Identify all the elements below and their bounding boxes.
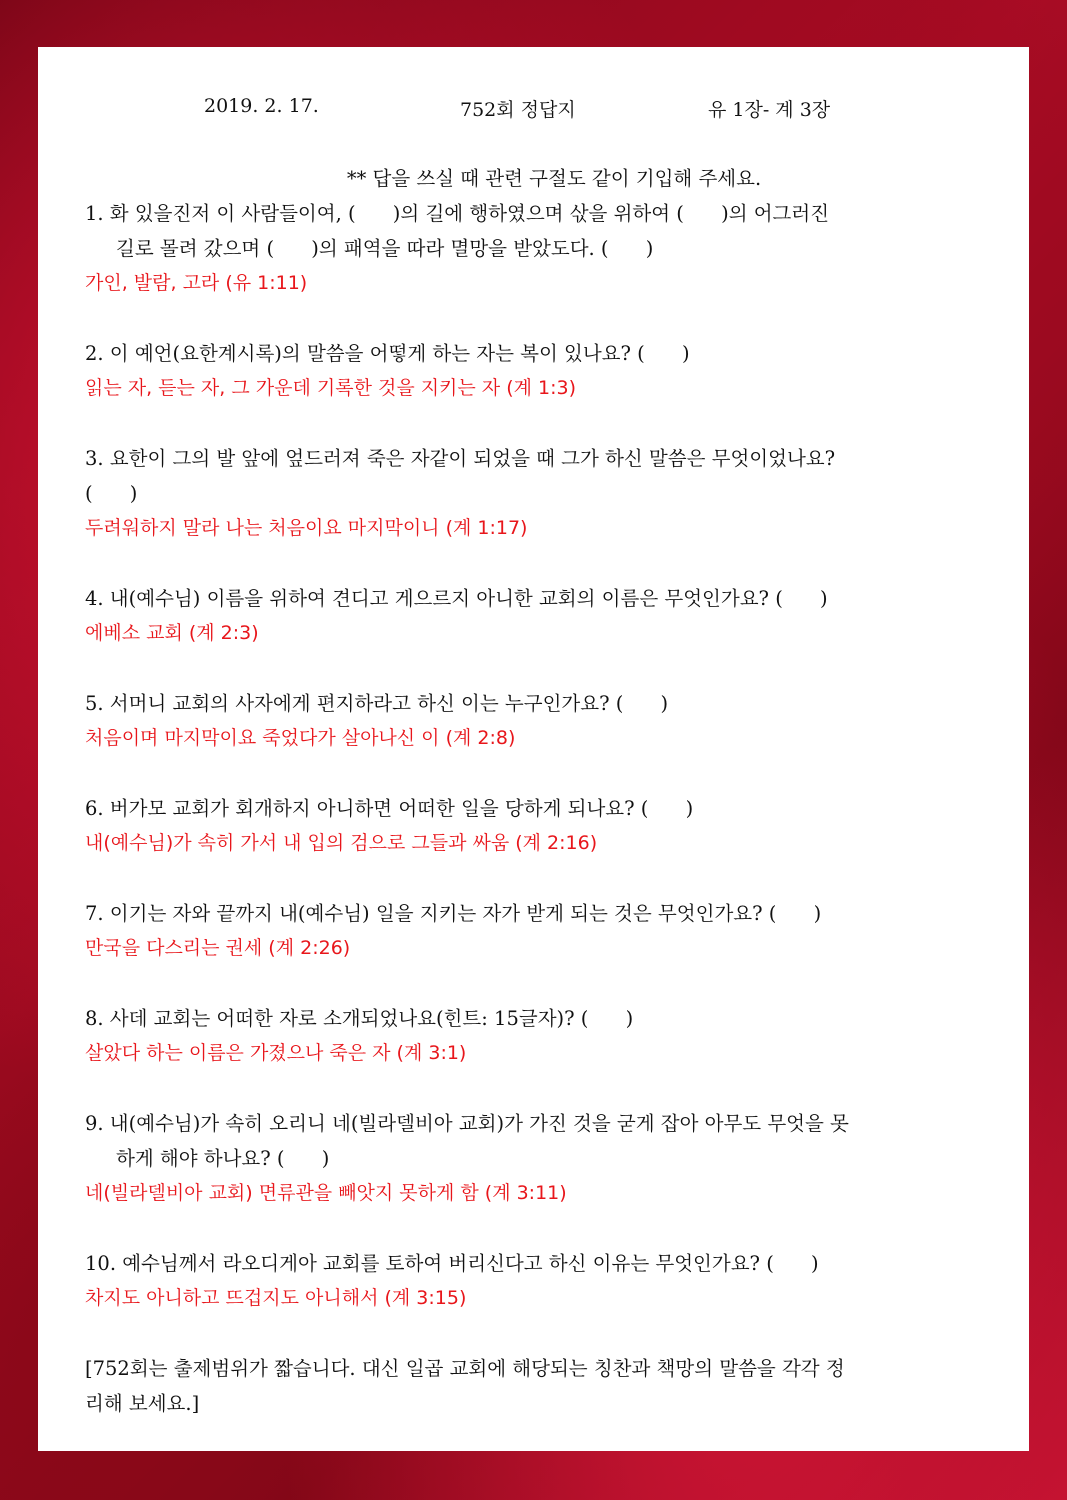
question-block — [85, 896, 983, 966]
question-block — [85, 1001, 983, 1071]
answer-text: 에베소 교회 (계 2:3) — [85, 622, 259, 644]
question-text-cont: ( ) — [85, 482, 138, 505]
question-text: 5. 서머니 교회의 사자에게 편지하라고 하신 이는 누구인가요? ( ) — [85, 692, 669, 715]
footer-note — [85, 1351, 983, 1421]
answer-text: 내(예수님)가 속히 가서 내 입의 검으로 그들과 싸움 (계 2:16) — [85, 832, 598, 854]
answer-text: 만국을 다스리는 권세 (계 2:26) — [85, 937, 351, 959]
answer-text: 가인, 발람, 고라 (유 1:11) — [85, 272, 308, 294]
sheet-header — [38, 95, 1029, 125]
answer-text: 두려워하지 말라 나는 처음이요 마지막이니 (계 1:17) — [85, 517, 528, 539]
question-block — [85, 336, 983, 406]
question-block — [85, 196, 983, 301]
question-text: 10. 예수님께서 라오디게아 교회를 토하여 버리신다고 하신 이유는 무엇인가요? ( ) — [85, 1252, 819, 1275]
question-text: 8. 사데 교회는 어떠한 자로 소개되었나요(힌트: 15글자)? ( ) — [85, 1007, 634, 1030]
question-block — [85, 791, 983, 861]
header-range: 유 1장- 계 3장 — [708, 99, 831, 121]
question-block — [85, 581, 983, 651]
answer-text: 네(빌라델비아 교회) 면류관을 빼앗지 못하게 함 (계 3:11) — [85, 1182, 567, 1204]
footer-line: [752회는 출제범위가 짧습니다. 대신 일곱 교회에 해당되는 칭찬과 책망의 말씀을 각각 정 — [85, 1357, 845, 1380]
question-text-cont: 하게 해야 하나요? ( ) — [116, 1147, 330, 1170]
question-block — [85, 441, 983, 546]
footer-line: 리해 보세요.] — [85, 1392, 200, 1415]
question-text: 1. 화 있을진저 이 사람들이여, ( )의 길에 행하였으며 삯을 위하여 ( )의 어그러진 — [85, 202, 830, 225]
instruction-note: ** 답을 쓰실 때 관련 구절도 같이 기입해 주세요. — [346, 167, 762, 190]
answer-text: 차지도 아니하고 뜨겁지도 아니해서 (계 3:15) — [85, 1287, 467, 1309]
question-block — [85, 1106, 983, 1211]
answer-text: 살았다 하는 이름은 가졌으나 죽은 자 (계 3:1) — [85, 1042, 467, 1064]
question-text: 2. 이 예언(요한계시록)의 말씀을 어떻게 하는 자는 복이 있나요? ( ) — [85, 342, 690, 365]
question-block — [85, 1246, 983, 1316]
sheet-content — [85, 161, 983, 1421]
question-text-cont: 길로 몰려 갔으며 ( )의 패역을 따라 멸망을 받았도다. ( ) — [116, 237, 654, 260]
question-text: 9. 내(예수님)가 속히 오리니 네(빌라델비아 교회)가 가진 것을 굳게 잡아 아무도 무엇을 못 — [85, 1112, 849, 1135]
question-block — [85, 686, 983, 756]
question-text: 6. 버가모 교회가 회개하지 아니하면 어떠한 일을 당하게 되나요? ( ) — [85, 797, 694, 820]
header-title: 752회 정답지 — [460, 99, 576, 121]
header-date: 2019. 2. 17. — [204, 95, 319, 117]
answer-sheet — [38, 47, 1029, 1451]
question-text: 4. 내(예수님) 이름을 위하여 견디고 게으르지 아니한 교회의 이름은 무엇인가요? ( ) — [85, 587, 828, 610]
answer-text: 처음이며 마지막이요 죽었다가 살아나신 이 (계 2:8) — [85, 727, 516, 749]
question-text: 3. 요한이 그의 발 앞에 엎드러져 죽은 자같이 되었을 때 그가 하신 말씀은 무엇이었나요? — [85, 447, 836, 470]
answer-text: 읽는 자, 듣는 자, 그 가운데 기록한 것을 지키는 자 (계 1:3) — [85, 377, 576, 399]
question-text: 7. 이기는 자와 끝까지 내(예수님) 일을 지키는 자가 받게 되는 것은 무엇인가요? ( ) — [85, 902, 822, 925]
